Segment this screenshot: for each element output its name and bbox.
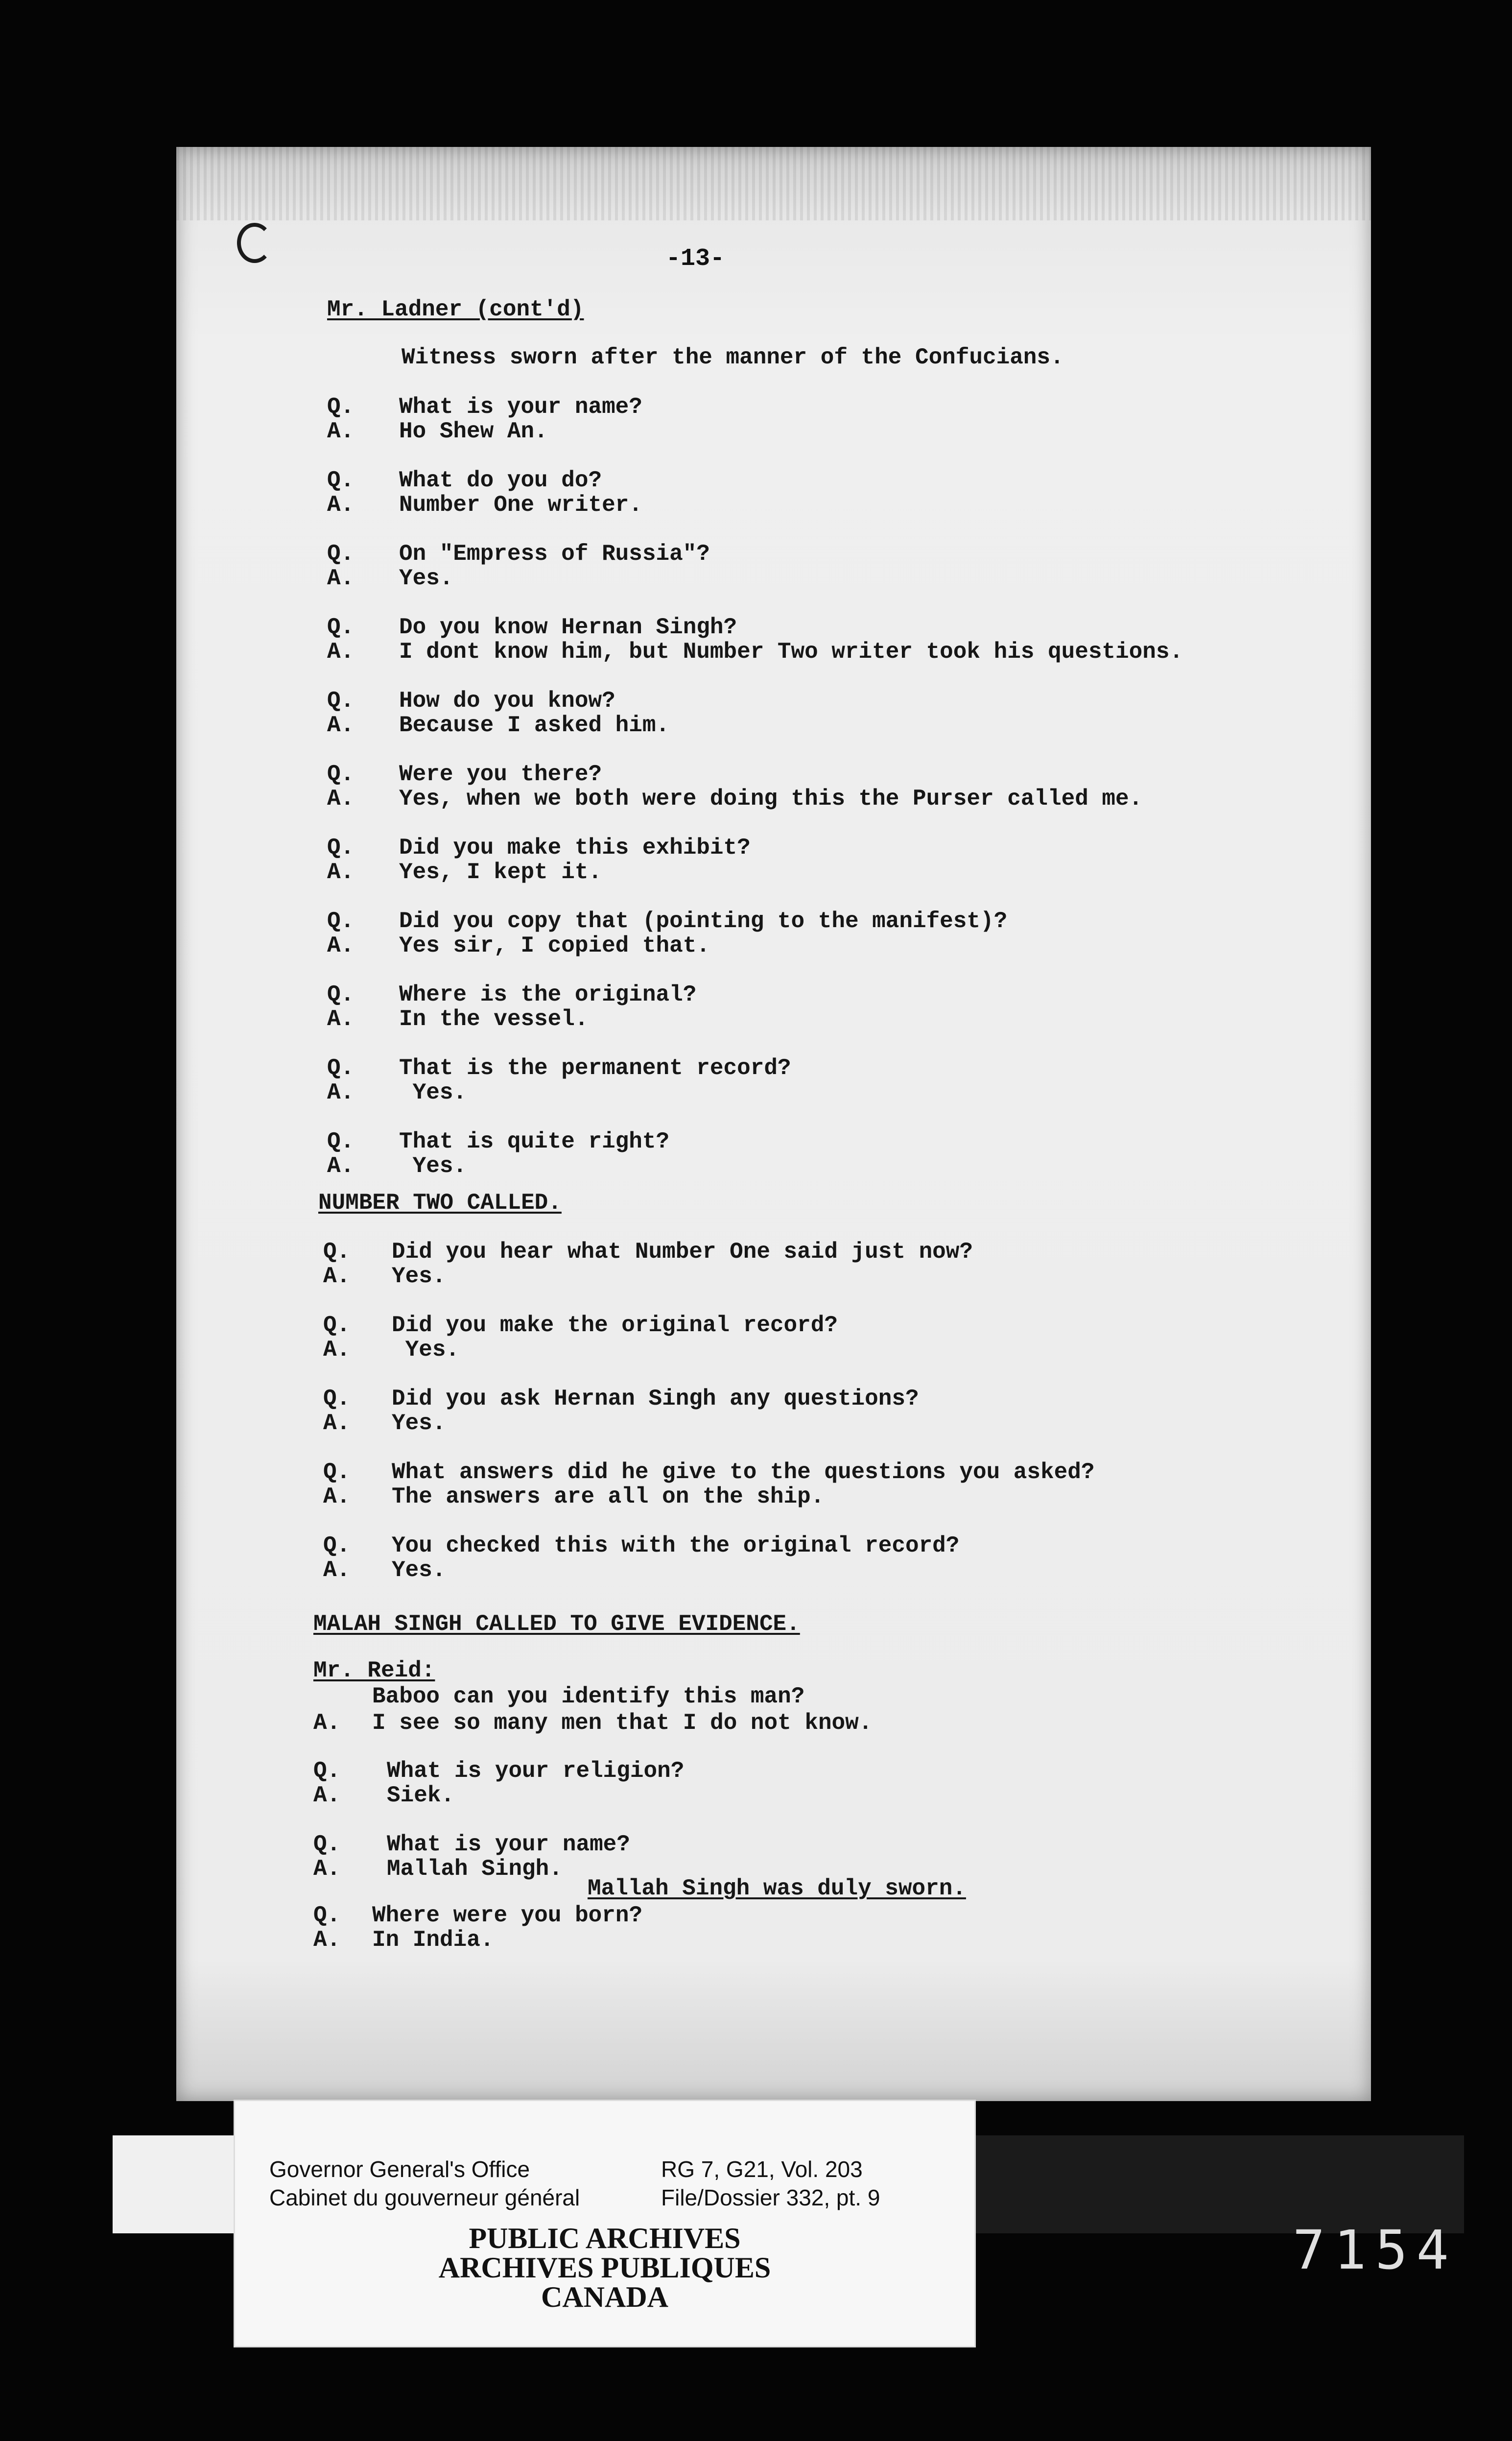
question-label: Q. bbox=[327, 468, 354, 493]
answer-text: Yes, when we both were doing this the Purser called me. bbox=[399, 786, 1143, 812]
question-label: Q. bbox=[313, 1903, 341, 1928]
answer-text: Ho Shew An. bbox=[399, 419, 548, 444]
reid-question: Baboo can you identify this man? bbox=[372, 1684, 805, 1709]
answer-label: A. bbox=[323, 1557, 351, 1583]
answer-text: Siek. bbox=[387, 1783, 455, 1808]
answer-label: A. bbox=[323, 1337, 351, 1363]
answer-label: A. bbox=[323, 1264, 351, 1289]
question-text: Do you know Hernan Singh? bbox=[399, 615, 737, 640]
question-label: Q. bbox=[327, 762, 354, 787]
archives-stamp bbox=[235, 2224, 974, 2312]
answer-label: A. bbox=[327, 713, 354, 738]
question-text: Were you there? bbox=[399, 762, 602, 787]
question-text: What is your name? bbox=[399, 394, 642, 420]
question-text: How do you know? bbox=[399, 688, 615, 714]
answer-label: A. bbox=[313, 1927, 341, 1953]
speaker-heading: Mr. Ladner (cont'd) bbox=[327, 297, 584, 322]
answer-text: Yes. bbox=[392, 1411, 446, 1436]
question-label: Q. bbox=[313, 1758, 341, 1784]
punch-hole-mark bbox=[237, 223, 272, 263]
question-text: What do you do? bbox=[399, 468, 602, 493]
answer-label: A. bbox=[313, 1783, 341, 1808]
question-label: Q. bbox=[327, 835, 354, 861]
answer-text: The answers are all on the ship. bbox=[392, 1484, 825, 1509]
question-text: Where is the original? bbox=[399, 982, 697, 1007]
question-text: What answers did he give to the questions you asked? bbox=[392, 1460, 1095, 1485]
question-text: Did you hear what Number One said just now? bbox=[392, 1239, 973, 1265]
answer-label: A. bbox=[327, 860, 354, 885]
question-text: Did you make the original record? bbox=[392, 1313, 838, 1338]
question-label: Q. bbox=[323, 1533, 351, 1558]
question-text: What is your name? bbox=[387, 1832, 630, 1857]
question-text: What is your religion? bbox=[387, 1758, 685, 1784]
answer-text: Because I asked him. bbox=[399, 713, 670, 738]
answer-text: Yes, I kept it. bbox=[399, 860, 602, 885]
question-label: Q. bbox=[327, 909, 354, 934]
answer-label: A. bbox=[313, 1856, 341, 1882]
answer-label: A. bbox=[327, 639, 354, 665]
section-heading-malah-singh: MALAH SINGH CALLED TO GIVE EVIDENCE. bbox=[313, 1611, 800, 1637]
answer-text: Yes. bbox=[399, 566, 453, 591]
answer-text: Yes. bbox=[399, 1153, 467, 1179]
answer-text: In the vessel. bbox=[399, 1006, 589, 1032]
question-text: That is the permanent record? bbox=[399, 1055, 791, 1081]
answer-text: Yes. bbox=[392, 1264, 446, 1289]
frame-number: 7154 bbox=[1293, 2219, 1458, 2281]
answer-text: Yes. bbox=[392, 1337, 460, 1363]
answer-label: A. bbox=[327, 419, 354, 444]
question-label: Q. bbox=[323, 1239, 351, 1265]
answer-text: Yes sir, I copied that. bbox=[399, 933, 710, 958]
reference-2: File/Dossier 332, pt. 9 bbox=[661, 2185, 880, 2210]
page-number: -13- bbox=[666, 245, 725, 273]
answer-text: In India. bbox=[372, 1927, 494, 1953]
archives-line-1: PUBLIC ARCHIVES bbox=[469, 2222, 741, 2254]
question-label: Q. bbox=[313, 1832, 341, 1857]
answer-label: A. bbox=[327, 786, 354, 812]
section-heading-number-two: NUMBER TWO CALLED. bbox=[318, 1190, 562, 1216]
answer-text: Number One writer. bbox=[399, 492, 642, 518]
question-text: On "Empress of Russia"? bbox=[399, 541, 710, 567]
answer-label: A. bbox=[327, 1153, 354, 1179]
question-label: Q. bbox=[327, 982, 354, 1007]
question-label: Q. bbox=[327, 1129, 354, 1154]
answer-label: A. bbox=[327, 492, 354, 518]
office-fr: Cabinet du gouverneur général bbox=[269, 2185, 580, 2210]
answer-text: Yes. bbox=[399, 1080, 467, 1105]
answer-text: I dont know him, but Number Two writer took his questions. bbox=[399, 639, 1183, 665]
speaker-reid: Mr. Reid: bbox=[313, 1658, 435, 1683]
document-page bbox=[176, 147, 1371, 2101]
question-text: Where were you born? bbox=[372, 1903, 643, 1928]
answer-label: A. bbox=[327, 566, 354, 591]
page-top-edge bbox=[176, 147, 1371, 220]
sworn-note: Mallah Singh was duly sworn. bbox=[588, 1876, 966, 1901]
reid-answer: I see so many men that I do not know. bbox=[372, 1710, 873, 1736]
answer-label: A. bbox=[313, 1710, 341, 1736]
answer-text: Mallah Singh. bbox=[387, 1856, 563, 1882]
answer-label: A. bbox=[327, 1006, 354, 1032]
office-en: Governor General's Office bbox=[269, 2156, 530, 2182]
intro-line: Witness sworn after the manner of the Confucians. bbox=[402, 345, 1064, 370]
reference-1: RG 7, G21, Vol. 203 bbox=[661, 2156, 863, 2182]
question-text: You checked this with the original record? bbox=[392, 1533, 960, 1558]
answer-text: Yes. bbox=[392, 1557, 446, 1583]
question-text: That is quite right? bbox=[399, 1129, 670, 1154]
archives-line-3: CANADA bbox=[541, 2281, 668, 2313]
question-text: Did you make this exhibit? bbox=[399, 835, 751, 861]
archives-line-2: ARCHIVES PUBLIQUES bbox=[438, 2251, 771, 2284]
question-label: Q. bbox=[327, 394, 354, 420]
answer-label: A. bbox=[327, 933, 354, 958]
question-label: Q. bbox=[323, 1313, 351, 1338]
question-label: Q. bbox=[327, 688, 354, 714]
question-label: Q. bbox=[327, 541, 354, 567]
answer-label: A. bbox=[323, 1411, 351, 1436]
question-text: Did you ask Hernan Singh any questions? bbox=[392, 1386, 919, 1412]
question-label: Q. bbox=[327, 1055, 354, 1081]
question-label: Q. bbox=[323, 1460, 351, 1485]
question-text: Did you copy that (pointing to the manifest)? bbox=[399, 909, 1008, 934]
answer-label: A. bbox=[327, 1080, 354, 1105]
question-label: Q. bbox=[327, 615, 354, 640]
answer-label: A. bbox=[323, 1484, 351, 1509]
question-label: Q. bbox=[323, 1386, 351, 1412]
